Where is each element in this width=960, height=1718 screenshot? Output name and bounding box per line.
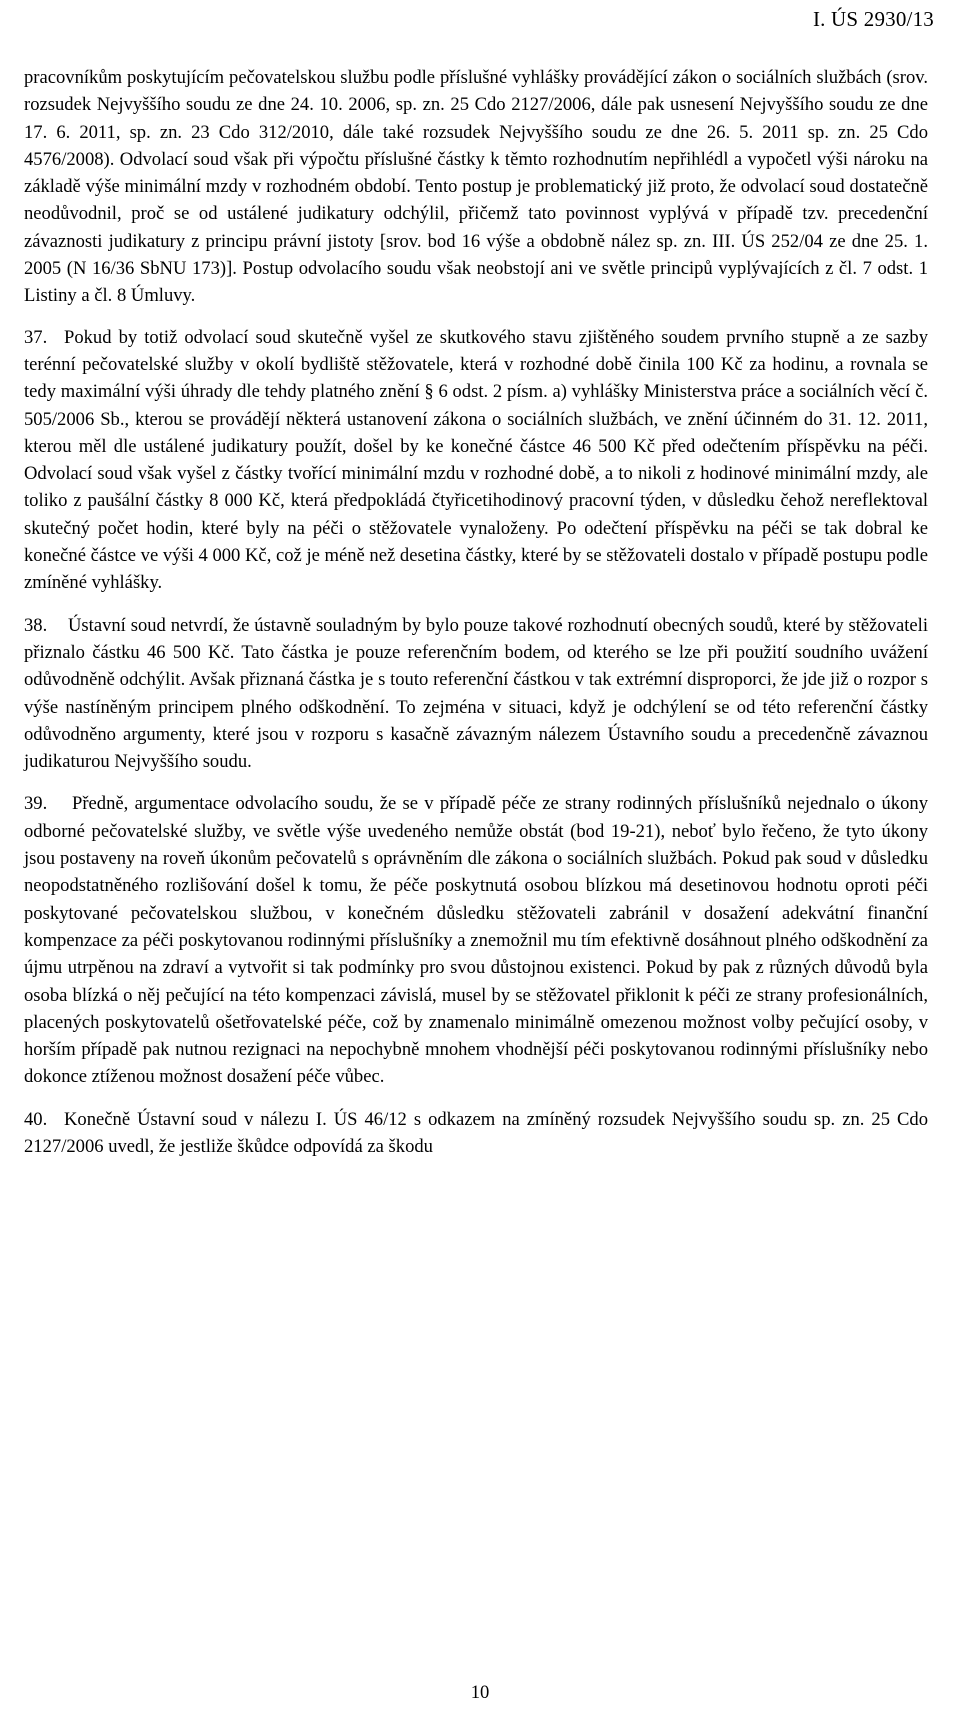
document-body <box>24 64 928 1175</box>
paragraph-39 <box>24 790 928 1090</box>
paragraph-37 <box>24 324 928 597</box>
paragraph-continuation <box>24 64 928 310</box>
paragraph-text: Konečně Ústavní soud v nálezu I. ÚS 46/12 s odkazem na zmíněný rozsudek Nejvyššího soudu sp. zn. 25 Cdo 2127/2006 uvedl, že jestliže škůdce odpovídá za škodu <box>24 1108 928 1157</box>
paragraph-text: Pokud by totiž odvolací soud skutečně vyšel ze skutkového stavu zjištěného soudem prvního stupně a ze sazby terénní pečovatelské služby v okolí bydliště stěžovatele, která v rozhodné době činila 100 Kč za hodinu, a rovnala se tedy maximální výši úhrady dle tehdy platného znění § 6 odst. 2 písm. a) vyhlášky Ministerstva práce a sociálních věcí č. 505/2006 Sb., kterou se provádějí některá ustanovení zákona o sociálních službách, ve znění účinném do 31. 12. 2011, kterou měl dle ustálené judikatury použít, došel by ke konečné částce 46 500 Kč před odečtením příspěvku na péči. Odvolací soud však vyšel z částky tvořící minimální mzdu v rozhodné době, a to nikoli z hodinové minimální mzdy, ale toliko z paušální částky 8 000 Kč, která předpokládá čtyřicetihodinový pracovní týden, v důsledku čehož nereflektoval skutečný počet hodin, které byly na péči o stěžovatele vynaloženy. Po odečtení příspěvku na péči se tak dobral ke konečné částce ve výši 4 000 Kč, což je méně než desetina částky, které by se stěžovateli dostalo v případě postupu podle zmíněné vyhlášky. <box>24 326 928 594</box>
case-reference-header: I. ÚS 2930/13 <box>812 7 934 31</box>
paragraph-text: pracovníkům poskytujícím pečovatelskou službu podle příslušné vyhlášky provádějící zákon o sociálních službách (srov. rozsudek Nejvyššího soudu ze dne 24. 10. 2006, sp. zn. 25 Cdo 2127/2006, dále pak usnesení Nejvyššího soudu ze dne 17. 6. 2011, sp. zn. 23 Cdo 312/2010, dále také rozsudek Nejvyššího soudu ze dne 26. 5. 2011 sp. zn. 25 Cdo 4576/2008). Odvolací soud však při výpočtu příslušné částky k těmto rozhodnutím nepřihlédl a vypočetl výši nároku na základě výše minimální mzdy v rozhodném období. Tento postup je problematický již proto, že odvolací soud dostatečně neodůvodnil, proč se od ustálené judikatury odchýlil, přičemž tato povinnost vyplývá v případě tzv. precedenční závaznosti judikatury z principu právní jistoty [srov. bod 16 výše a obdobně nález sp. zn. III. ÚS 252/04 ze dne 25. 1. 2005 (N 16/36 SbNU 173)]. Postup odvolacího soudu však neobstojí ani ve světle principů vyplývajících z čl. 7 odst. 1 Listiny a čl. 8 Úmluvy. <box>24 67 928 307</box>
paragraph-number: 38. <box>24 614 48 636</box>
paragraph-number: 37. <box>24 326 48 348</box>
paragraph-40 <box>24 1106 928 1161</box>
paragraph-text: Ústavní soud netvrdí, že ústavně souladným by bylo pouze takové rozhodnutí obecných soudů, které by stěžovateli přiznalo částku 46 500 Kč. Tato částka je pouze referenčním bodem, od kterého se lze při použití soudního uvážení odůvodněně odchýlit. Avšak přiznaná částka je s touto referenční částkou v tak extrémní disproporci, že jde již o rozpor s výše nastíněným principem plného odškodnění. To zejména v situaci, když je odchýlení se od této referenční částky odůvodněno argumenty, které jsou v rozporu s kasačně závazným nálezem Ústavního soudu a precedenčně závaznou judikaturou Nejvyššího soudu. <box>24 614 928 773</box>
paragraph-text: Předně, argumentace odvolacího soudu, že se v případě péče ze strany rodinných příslušníků nejednalo o úkony odborné pečovatelské služby, ve světle výše uvedeného nemůže obstát (bod 19-21), neboť bylo řečeno, že tyto úkony jsou postaveny na roveň úkonům pečovatelů s oprávněním dle zákona o sociálních službách. Pokud pak soud v důsledku neopodstatněného rozlišování došel k tomu, že péče poskytnutá osobou blízkou má desetinovou hodnotu oproti péči poskytované pečovatelskou službou, v konečném důsledku stěžovateli zabránil v dosažení adekvátní finanční kompenzace za péči poskytovanou rodinnými příslušníky a znemožnil mu tím efektivně dosáhnout plného odškodnění za újmu utrpěnou na zdraví a vytvořit si tak podmínky pro svou důstojnou existenci. Pokud by pak z různých důvodů byla osoba blízká o něj pečující na této kompenzaci závislá, musel by se stěžovatel přiklonit k péči ze strany profesionálních, placených poskytovatelů ošetřovatelské péče, což by znamenalo minimálně omezenou možnost volby pečující osoby, v horším případě pak nutnou rezignaci na nepochybně mnohem vhodnější péči poskytovanou rodinnými příslušníky nebo dokonce ztíženou možnost dosažení péče vůbec. <box>24 793 928 1088</box>
paragraph-number: 40. <box>24 1108 48 1130</box>
page-number: 10 <box>470 1682 490 1703</box>
paragraph-number: 39. <box>24 793 48 815</box>
paragraph-38 <box>24 612 928 776</box>
